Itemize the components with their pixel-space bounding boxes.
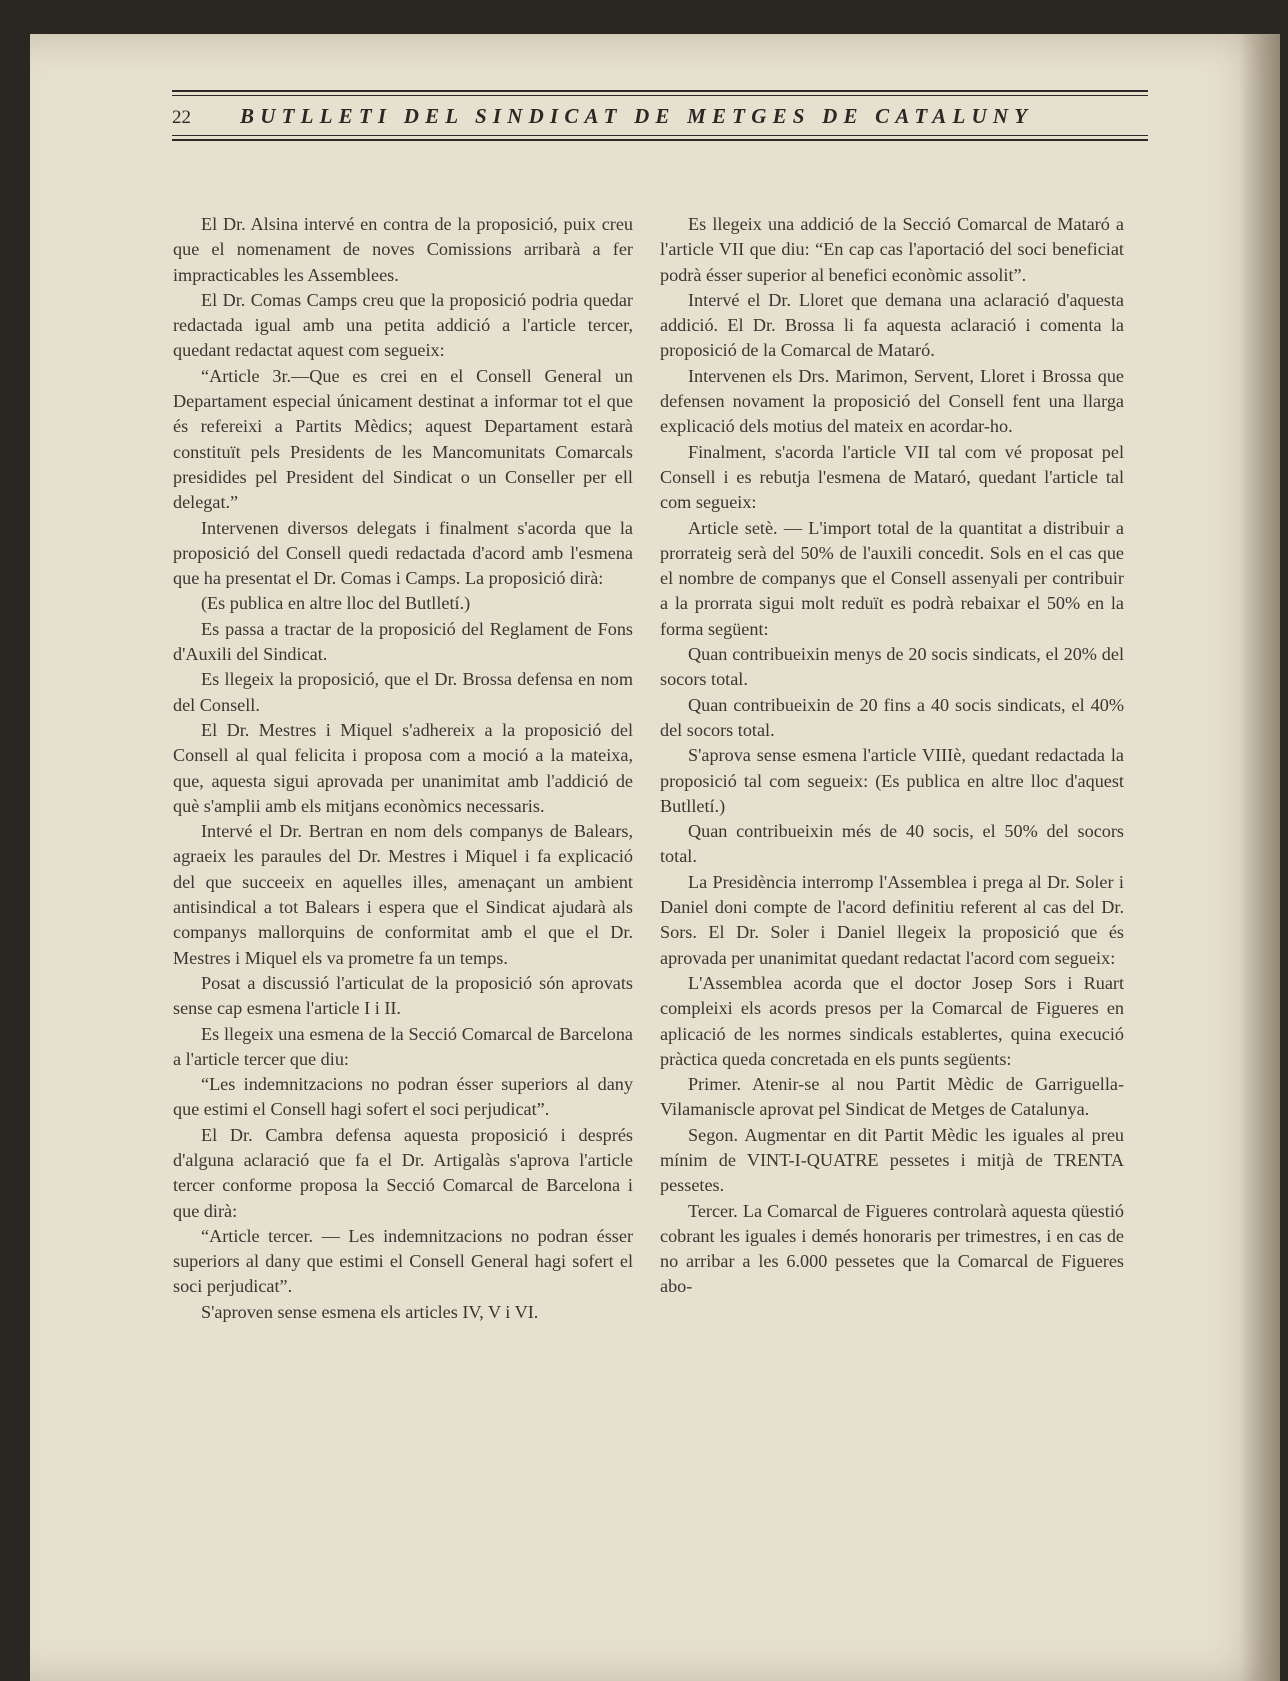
paragraph: Es llegeix la proposició, que el Dr. Brossa defensa en nom del Consell. [173,669,633,715]
paragraph: El Dr. Cambra defensa aquesta proposició i després d'alguna aclaració que fa el Dr. Artigalàs s'aprova l'article tercer conforme proposa la Secció Comarcal de Barcelona i que dirà: [173,1124,633,1221]
paragraph: S'aprova sense esmena l'article VIIIè, quedant redactada la proposició tal com segueix: (Es publica en altre lloc d'aquest Butlletí.) [660,745,1124,816]
paragraph: El Dr. Comas Camps creu que la proposició podria quedar redactada igual amb una petita addició a l'article tercer, quedant redactat aquest com segueix: [173,289,633,361]
paragraph: S'aproven sense esmena els articles IV, V i VI. [201,1301,539,1322]
paragraph: Tercer. La Comarcal de Figueres controlarà aquesta qüestió cobrant les iguales i demés honoraris per trimestres, i en cas de no arribar a les 6.000 pessetes que la Comarcal de Figueres abo- [660,1200,1124,1297]
paragraph: Finalment, s'acorda l'article VII tal com vé proposat pel Consell i es rebutja l'esmena de Mataró, quedant l'article tal com segueix: [660,441,1124,513]
paragraph: Es passa a tractar de la proposició del Reglament de Fons d'Auxili del Sindicat. [173,618,633,665]
paragraph: Intervé el Dr. Bertran en nom dels companys de Balears, agraeix les paraules del Dr. Mestres i Miquel i fa explicació del que succeeix en aquelles illes, amenaçant un ambient antisindical a tot Balears i espera que el Sindicat ajudarà als companys mallorquins de conformitat amb el que el Dr. Mestres i Miquel els va prometre fa un temps. [173,821,633,968]
paragraph: Quan contribueixin de 20 fins a 40 socis sindicats, el 40% del socors total. [660,694,1124,740]
paragraph: Posat a discussió l'articulat de la proposició són aprovats sense cap esmena l'article I i II. [173,972,633,1019]
left-column [173,212,633,1325]
paragraph: Article setè. — L'import total de la quantitat a distribuir a prorrateig serà del 50% de l'auxili concedit. Sols en el cas que el nombre de companys que el Consell assenyali per contribuir a la prorrata sigui molt reduït es podrà rebaixar el 50% en la forma següent: [660,517,1124,639]
journal-title: BUTLLETI DEL SINDICAT DE METGES DE CATALUNY [240,104,1034,128]
running-header [172,90,1148,141]
paragraph: Segon. Augmentar en dit Partit Mèdic les iguales al preu mínim de VINT-I-QUATRE pessetes i mitjà de TRENTA pessetes. [660,1124,1124,1196]
page-spine-shadow [1240,34,1280,1681]
header-rule-top [172,90,1148,92]
page-number: 22 [172,107,191,128]
paragraph: “Article tercer. — Les indemnitzacions no podran ésser superiors al dany que estimi el Consell General hagi sofert el soci perjudicat”. [173,1225,633,1297]
paragraph: Intervenen els Drs. Marimon, Servent, Lloret i Brossa que defensen novament la proposició del Consell fent una llarga explicació dels motius del mateix en acordar-ho. [660,365,1124,437]
header-line [172,96,1148,135]
header-rule-bottom [172,139,1148,141]
paragraph: Quan contribueixin més de 40 socis, el 50% del socors total. [660,821,1124,867]
paragraph: “Les indemnitzacions no podran ésser superiors al dany que estimi el Consell hagi sofert el soci perjudicat”. [173,1074,633,1120]
paragraph: Quan contribueixin menys de 20 socis sindicats, el 20% del socors total. [660,644,1124,690]
paragraph: L'Assemblea acorda que el doctor Josep Sors i Ruart compleixi els acords presos per la Comarcal de Figueres en aplicació de les normes sindicals establertes, quina execució pràctica queda concretada en els punts següents: [660,972,1124,1069]
paragraph: Es llegeix una addició de la Secció Comarcal de Mataró a l'article VII que diu: “En cap cas l'aportació del soci beneficiat podrà ésser superior al benefici econòmic assolit”. [660,214,1124,285]
paragraph: (Es publica en altre lloc del Butlletí.) [201,593,471,614]
paragraph: El Dr. Mestres i Miquel s'adhereix a la proposició del Consell al qual felicita i proposa com a moció a la mateixa, que, aquesta sigui aprovada per unanimitat amb l'addició de què s'amplii amb els mitjans econòmics necessaris. [173,719,633,816]
right-column [660,212,1124,1300]
paragraph: Intervenen diversos delegats i finalment s'acorda que la proposició del Consell quedi redactada d'acord amb l'esmena que ha presentat el Dr. Comas i Camps. La proposició dirà: [173,517,633,589]
paragraph: Primer. Atenir-se al nou Partit Mèdic de Garriguella-Vilamaniscle aprovat pel Sindicat de Metges de Catalunya. [660,1074,1124,1120]
paragraph: “Article 3r.—Que es crei en el Consell General un Departament especial únicament destinat a informar tot el que és refereixi a Partits Mèdics; aquest Departament estarà constituït pels Presidents de les Mancomunitats Comarcals presidides pel President del Sindicat o un Conseller per ell delegat.” [173,365,633,513]
paragraph: El Dr. Alsina intervé en contra de la proposició, puix creu que el nomenament de noves Comissions arribarà a fer impracticables les Assemblees. [173,214,633,285]
paragraph: La Presidència interromp l'Assemblea i prega al Dr. Soler i Daniel doni compte de l'acord definitiu referent al cas del Dr. Sors. El Dr. Soler i Daniel llegeix la proposició que és aprovada per unanimitat quedant redactat l'acord com segueix: [660,871,1124,968]
paragraph: Intervé el Dr. Lloret que demana una aclaració d'aquesta addició. El Dr. Brossa li fa aquesta aclaració i comenta la proposició de la Comarcal de Mataró. [660,289,1124,361]
paragraph: Es llegeix una esmena de la Secció Comarcal de Barcelona a l'article tercer que diu: [173,1023,633,1069]
header-rule-bottom-thin [172,135,1148,136]
